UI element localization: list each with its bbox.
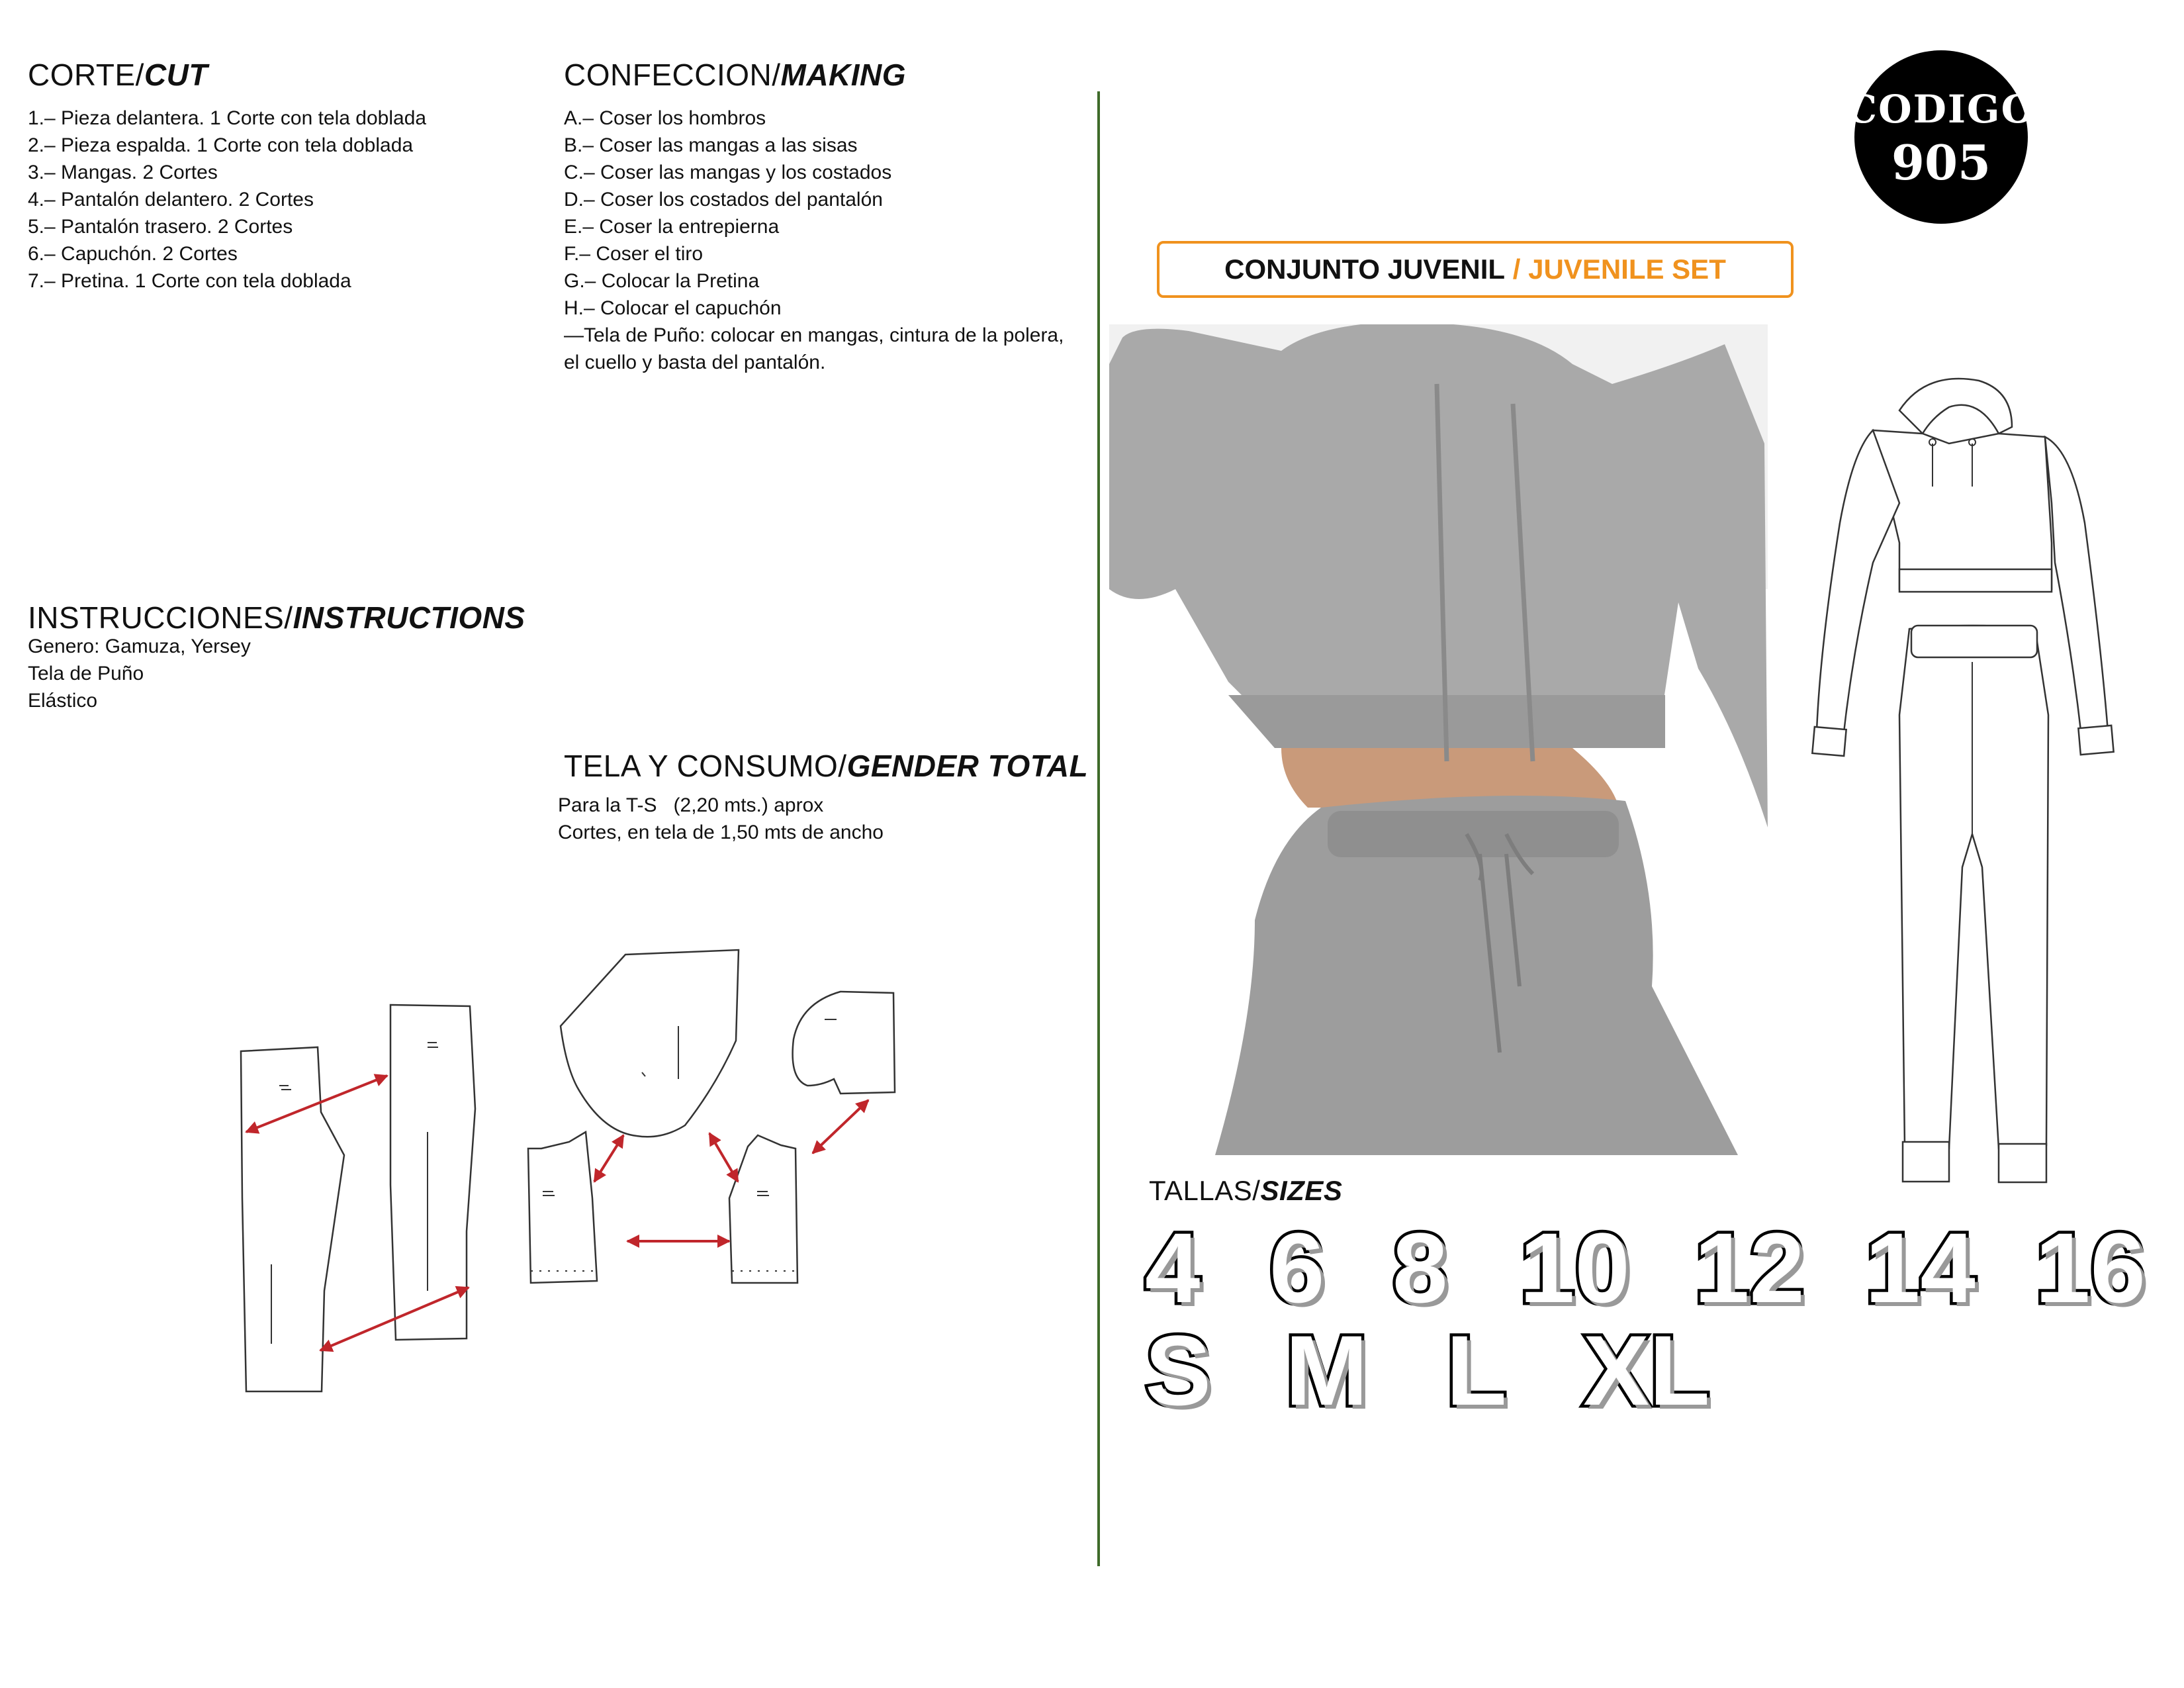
fabric-list xyxy=(558,792,884,846)
size-14: 14 xyxy=(1865,1212,1976,1323)
list-item: Elástico xyxy=(28,690,98,712)
product-name-es: CONJUNTO JUVENIL xyxy=(1224,254,1506,285)
list-item: el cuello y basta del pantalón. xyxy=(564,352,826,373)
size-16: 16 xyxy=(2035,1212,2146,1323)
list-item: B.– Coser las mangas a las sisas xyxy=(564,134,858,156)
list-item: F.– Coser el tiro xyxy=(564,243,704,265)
pattern-pieces-diagram xyxy=(232,920,907,1403)
size-l: L xyxy=(1446,1315,1507,1426)
list-item: H.– Colocar el capuchón xyxy=(564,297,782,319)
list-item: 5.– Pantalón trasero. 2 Cortes xyxy=(28,216,293,238)
product-name-en: JUVENILE SET xyxy=(1528,254,1726,285)
size-xl: XL xyxy=(1583,1315,1710,1426)
list-item: 7.– Pretina. 1 Corte con tela doblada xyxy=(28,270,351,292)
list-item: 1.– Pieza delantera. 1 Corte con tela doblada xyxy=(28,107,427,129)
list-item: C.– Coser las mangas y los costados xyxy=(564,162,892,183)
list-item: —Tela de Puño: colocar en mangas, cintura de la polera, xyxy=(564,324,1064,346)
list-item: 6.– Capuchón. 2 Cortes xyxy=(28,243,238,265)
list-item: A.– Coser los hombros xyxy=(564,107,766,129)
list-item: E.– Coser la entrepierna xyxy=(564,216,780,238)
back-body-piece xyxy=(729,1135,797,1283)
code-label: CODIGO xyxy=(1846,87,2036,132)
sleeve-piece xyxy=(561,950,739,1137)
list-item: Cortes, en tela de 1,50 mts de ancho xyxy=(558,821,884,843)
instructions-title: INSTRUCCIONES/INSTRUCTIONS xyxy=(28,600,525,635)
size-m: M xyxy=(1285,1315,1368,1426)
size-6: 6 xyxy=(1269,1212,1325,1323)
code-badge xyxy=(1846,50,2036,224)
size-10: 10 xyxy=(1520,1212,1630,1323)
list-item: G.– Colocar la Pretina xyxy=(564,270,760,292)
making-list xyxy=(564,105,1064,376)
page-divider xyxy=(1097,91,1100,1566)
list-item: 2.– Pieza espalda. 1 Corte con tela doblada xyxy=(28,134,414,156)
size-8: 8 xyxy=(1392,1212,1448,1323)
flat-sketch xyxy=(1800,371,2158,1205)
sizes-title: TALLAS/SIZES xyxy=(1149,1175,1343,1206)
fabric-title: TELA Y CONSUMO/GENDER TOTAL xyxy=(564,749,1089,783)
list-item: Genero: Gamuza, Yersey xyxy=(28,635,251,657)
making-title: CONFECCION/MAKING xyxy=(564,58,907,92)
list-item: 3.– Mangas. 2 Cortes xyxy=(28,162,218,183)
code-number: 905 xyxy=(1891,134,1991,191)
hood-piece xyxy=(793,992,895,1094)
list-item: Tela de Puño xyxy=(28,663,144,684)
front-body-piece xyxy=(528,1132,597,1283)
cut-title: CORTE/CUT xyxy=(28,58,208,92)
list-item: Para la T-S (2,20 mts.) aprox xyxy=(558,794,824,816)
instructions-list xyxy=(28,633,251,714)
list-item: 4.– Pantalón delantero. 2 Cortes xyxy=(28,189,314,211)
product-separator: / xyxy=(1505,254,1529,285)
size-s: S xyxy=(1145,1315,1212,1426)
cut-list xyxy=(28,105,426,295)
product-title-box xyxy=(1157,241,1794,298)
size-4: 4 xyxy=(1145,1212,1201,1323)
product-photo xyxy=(1109,324,1768,1155)
size-12: 12 xyxy=(1694,1212,1805,1323)
list-item: D.– Coser los costados del pantalón xyxy=(564,189,883,211)
